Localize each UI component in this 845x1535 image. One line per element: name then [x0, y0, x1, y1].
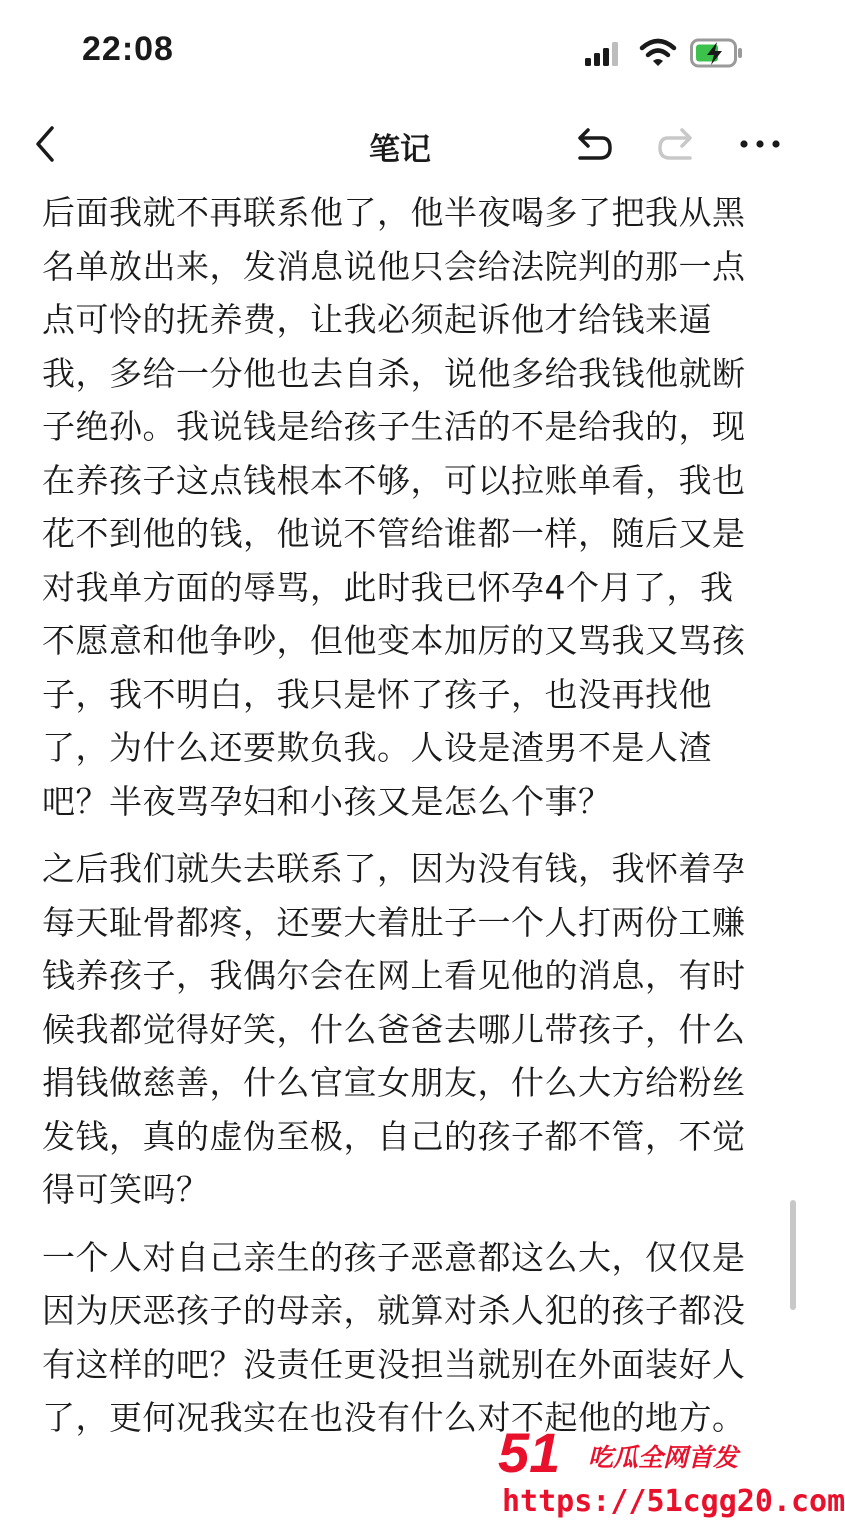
watermark: [498, 1420, 845, 1535]
undo-icon[interactable]: [572, 122, 616, 166]
status-time: 22:08: [82, 30, 174, 68]
wifi-icon: [640, 38, 676, 68]
watermark-number: 51: [498, 1421, 561, 1484]
more-icon[interactable]: [738, 124, 782, 168]
page-title: 笔记: [369, 132, 431, 168]
note-paragraph: 后面我就不再联系他了，他半夜喝多了把我从黑名单放出来，发消息说他只会给法院判的那一点点可怜的抚养费，让我必须起诉他才给钱来逼我，多给一分他也去自杀，说他多给我钱他就断子绝孙。我说钱是给孩子生活的不是给我的，现在养孩子这点钱根本不够，可以拉账单看，我也花不到他的钱，他说不管给谁都一样，随后又是对我单方面的辱骂，此时我已怀孕4个月了，我不愿意和他争吵，但他变本加厉的又骂我又骂孩子，我不明白，我只是怀了孩子，也没再找他了，为什么还要欺负我。人设是渣男不是人渣吧？半夜骂孕妇和小孩又是怎么个事？: [42, 193, 746, 821]
redo-icon[interactable]: [654, 122, 698, 166]
status-bar: [0, 0, 800, 100]
note-paragraph: 之后我们就失去联系了，因为没有钱，我怀着孕每天耻骨都疼，还要大着肚子一个人打两份工赚钱养孩子，我偶尔会在网上看见他的消息，有时候我都觉得好笑，什么爸爸去哪儿带孩子，什么捐钱做慈善，什么官宣女朋友，什么大方给粉丝发钱，真的虚伪至极，自己的孩子都不管，不觉得可笑吗？: [42, 849, 746, 1209]
scrollbar[interactable]: [790, 1200, 796, 1310]
watermark-text: 吃瓜全网首发: [588, 1443, 739, 1472]
battery-charging-icon: [690, 38, 744, 68]
watermark-url: https://51cgg20.com: [502, 1484, 845, 1519]
nav-bar: [0, 110, 800, 180]
note-content[interactable]: [42, 186, 758, 1459]
note-paragraph: 一个人对自己亲生的孩子恶意都这么大，仅仅是因为厌恶孩子的母亲，就算对杀人犯的孩子都没有这样的吧？没责任更没担当就别在外面装好人了，更何况我实在也没有什么对不起他的地方。: [42, 1237, 746, 1437]
signal-icon: [585, 42, 621, 66]
